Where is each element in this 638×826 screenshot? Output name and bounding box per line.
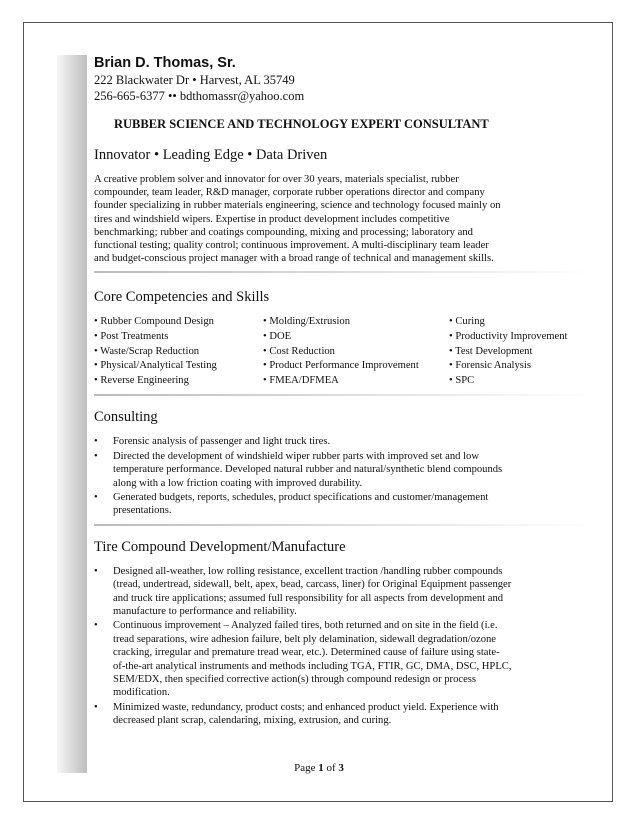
- competency-item: • FMEA/DFMEA: [263, 374, 339, 386]
- bullet-icon: •: [94, 450, 98, 462]
- list-item: • Generated budgets, reports, schedules, product specifications and customer/management presentations.: [94, 492, 489, 517]
- competency-item: • Curing: [449, 316, 485, 328]
- summary-line: founder specializing in rubber materials engineering, science and technology focused mainly on: [94, 200, 501, 212]
- resume-headline: RUBBER SCIENCE AND TECHNOLOGY EXPERT CONSULTANT: [114, 117, 489, 131]
- resume-content: [94, 55, 594, 729]
- bullet-icon: •: [94, 565, 98, 577]
- competency-item: • Rubber Compound Design: [94, 316, 214, 328]
- page-total: 3: [338, 762, 344, 774]
- list-item: • Forensic analysis of passenger and light truck tires.: [94, 436, 331, 448]
- consulting-title: Consulting: [94, 409, 158, 426]
- list-item: • Directed the development of windshield wiper rubber parts with improved set and low temperature performance. Developed natural rubber and natural/synthetic blend compounds along with a low friction coating with improved durability.: [94, 450, 503, 489]
- page-footer: [0, 762, 638, 774]
- competencies-section: [94, 288, 594, 396]
- competency-item: • Waste/Scrap Reduction: [94, 345, 200, 357]
- summary-line: A creative problem solver and innovator for over 30 years, materials specialist, rubber: [94, 174, 459, 185]
- competency-item: • Post Treatments: [94, 331, 169, 343]
- contact-line: 256-665-6377 •• bdthomassr@yahoo.com: [94, 89, 305, 103]
- summary-line: compounder, team leader, R&D manager, corporate rubber operations director and company: [94, 187, 485, 199]
- competency-item: • SPC: [449, 374, 475, 386]
- section-divider: [94, 394, 594, 396]
- consulting-section: [94, 408, 594, 525]
- bullet-icon: •: [94, 436, 98, 448]
- competencies-grid: [94, 315, 594, 388]
- candidate-name: Brian D. Thomas, Sr.: [94, 55, 236, 71]
- competency-item: • Product Performance Improvement: [263, 360, 419, 372]
- page-label: Page: [294, 762, 316, 774]
- competency-item: • Reverse Engineering: [94, 374, 189, 386]
- page-number: 1: [318, 762, 324, 774]
- address-line: 222 Blackwater Dr • Harvest, AL 35749: [94, 73, 295, 87]
- competency-item: • Forensic Analysis: [449, 360, 531, 372]
- list-item: • Minimized waste, redundancy, product costs; and enhanced product yield. Experience with decreased plant scrap, calendaring, mixing, extrusion, and curing.: [94, 701, 499, 727]
- list-item: • Designed all-weather, low rolling resistance, excellent traction /handling rubber compounds (tread, undertread, sidewall, belt, apex, bead, carcass, liner) for Original Equipment passenger and truck tire applications; assumed full responsibility for all aspects from development and manufacture to performance and reliability.: [94, 565, 512, 618]
- competency-item: • Test Development: [449, 345, 533, 357]
- competencies-title: Core Competencies and Skills: [94, 289, 270, 306]
- competency-item: • Cost Reduction: [263, 345, 335, 357]
- decorative-gradient-bar: [57, 55, 87, 773]
- of-label: of: [326, 762, 336, 774]
- summary-line: tires and windshield wipers. Expertise in product development includes competitive: [94, 213, 450, 225]
- competency-item: • Physical/Analytical Testing: [94, 360, 217, 372]
- bullet-icon: •: [94, 492, 98, 504]
- consulting-list: [94, 435, 594, 517]
- summary-title: Innovator • Leading Edge • Data Driven: [94, 147, 328, 163]
- summary-section: [94, 146, 594, 273]
- competency-item: • Productivity Improvement: [449, 331, 568, 343]
- summary-line: and budget-conscious project manager with a broad range of technical and management skills.: [94, 253, 494, 265]
- competency-item: • Molding/Extrusion: [263, 316, 350, 328]
- summary-line: functional testing; quality control; continuous improvement. A multi-disciplinary team leader: [94, 240, 489, 252]
- list-item: • Continuous improvement – Analyzed failed tires, both returned and on site in the field (i.e. tread separations, wire adhesion failure, belt ply delamination, sidewall degradation/ozone cracking, irregular and premature tread wear, etc.). Determined cause of failure using state- of-the-art analytical instruments and methods including TGA, FTIR, GC, DMA, DSC, HPLC, SEM/EDX, then specified corrective action(s) through compound redesign or process modification.: [94, 620, 512, 699]
- competency-item: • DOE: [263, 331, 292, 343]
- bullet-icon: •: [94, 701, 98, 713]
- tire-list: [94, 565, 594, 728]
- tire-section: [94, 538, 594, 728]
- bullet-icon: •: [94, 620, 98, 632]
- summary-line: benchmarking; rubber and coatings compounding, mixing and processing; laboratory and: [94, 226, 473, 238]
- tire-title: Tire Compound Development/Manufacture: [94, 538, 346, 555]
- section-divider: [94, 524, 594, 526]
- section-divider: [94, 271, 594, 273]
